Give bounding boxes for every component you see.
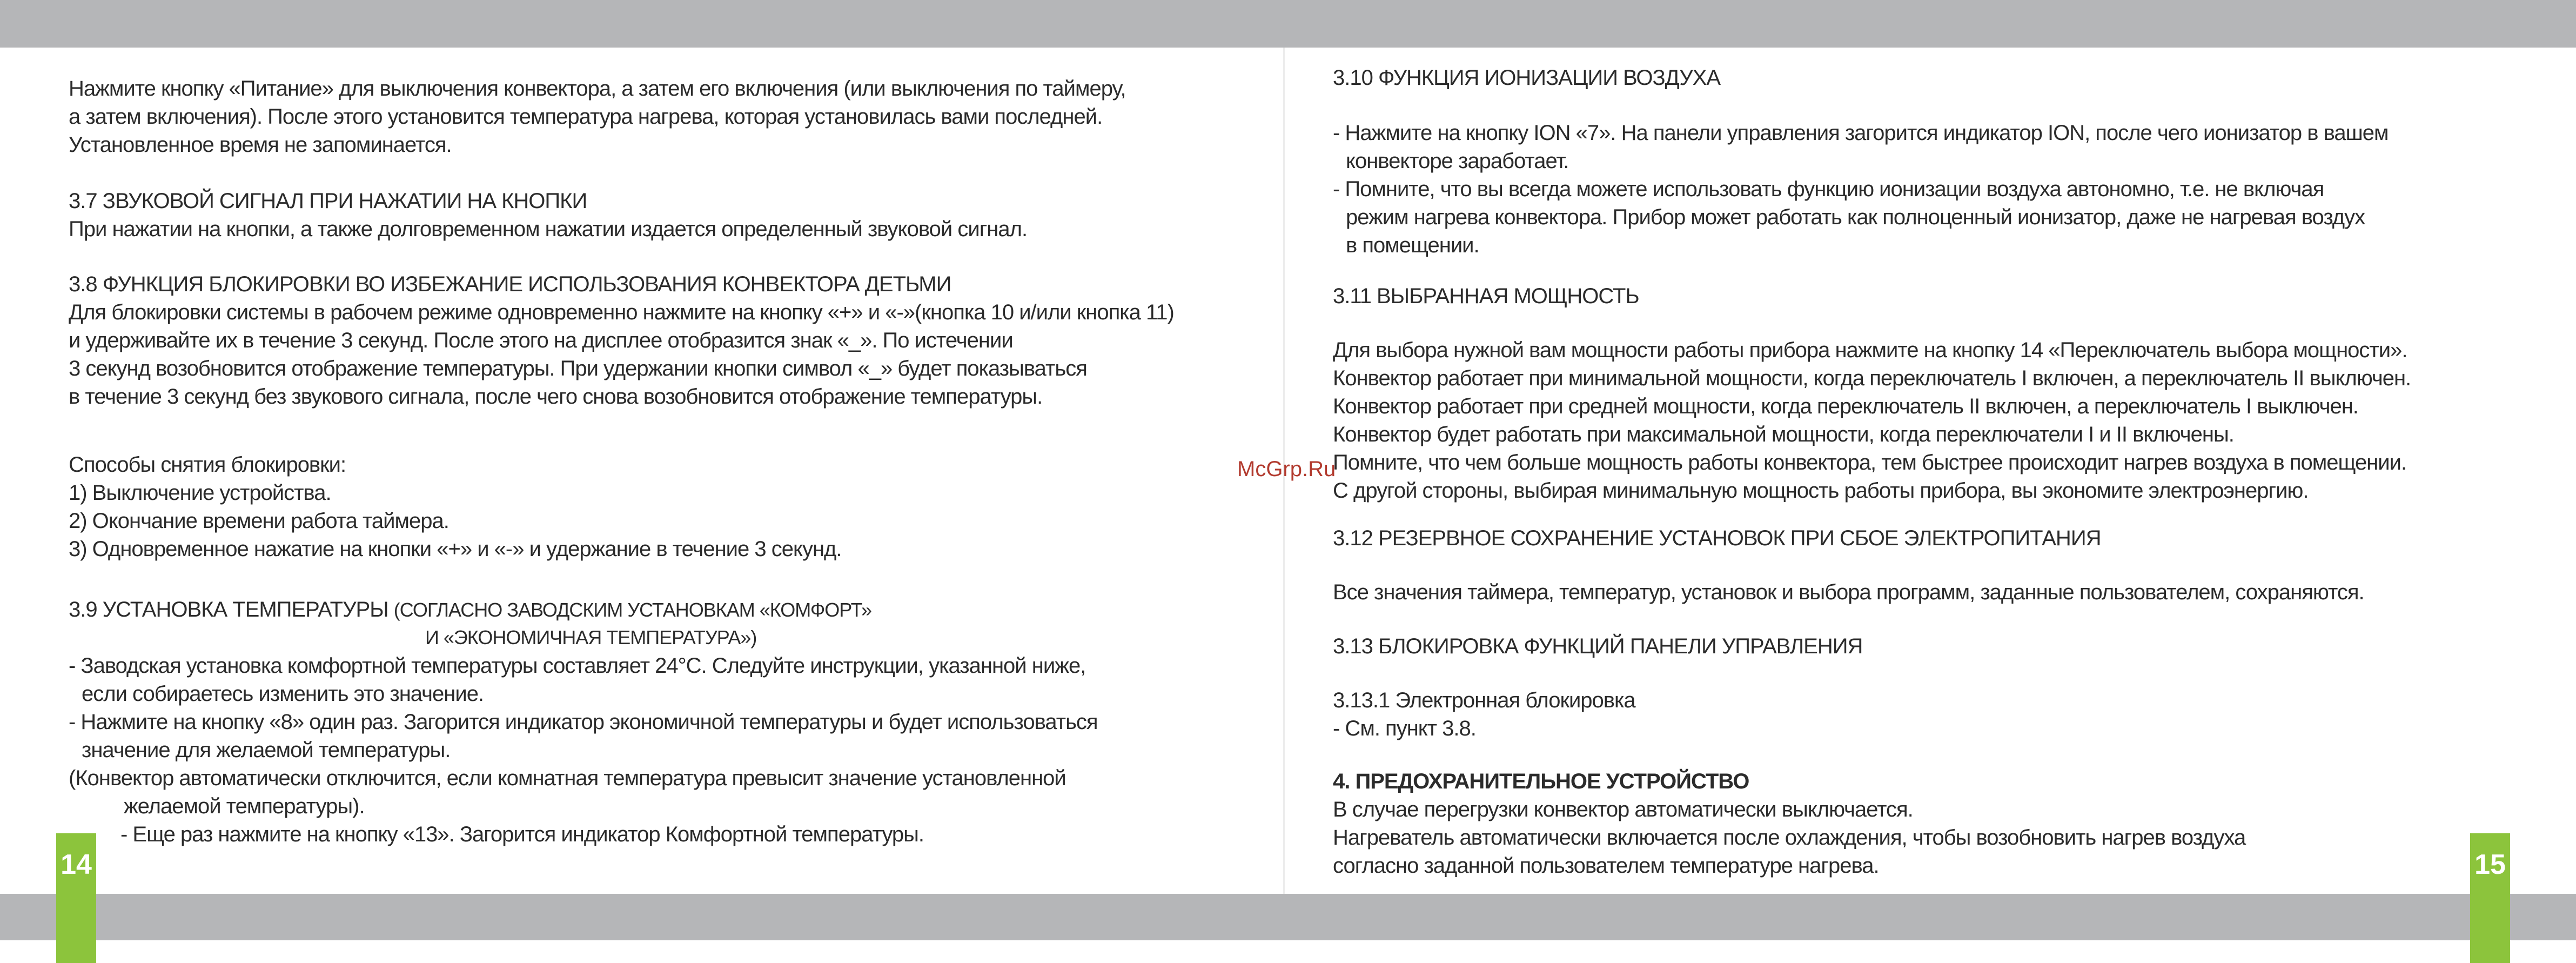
section-heading: 4. ПРЕДОХРАНИТЕЛЬНОЕ УСТРОЙСТВО <box>1333 770 1749 793</box>
unlock-methods <box>69 451 841 563</box>
section-4 <box>1333 767 2245 880</box>
unlock-item: 1) Выключение устройства. <box>69 481 331 505</box>
section-3-12 <box>1333 524 2364 606</box>
section-line: - Еще раз нажмите на кнопку «13». Загорится индикатор Комфортной температуры. <box>120 822 924 846</box>
section-line: конвекторе заработает. <box>1346 149 1569 173</box>
section-line: желаемой температуры). <box>124 794 365 818</box>
section-heading: 3.12 РЕЗЕРВНОЕ СОХРАНЕНИЕ УСТАНОВОК ПРИ СБОЕ ЭЛЕКТРОПИТАНИЯ <box>1333 526 2101 550</box>
section-line: и удерживайте их в течение 3 секунд. После этого на дисплее отобразится знак «_». По истечении <box>69 329 1013 352</box>
section-3-8 <box>69 270 1174 411</box>
section-line: значение для желаемой температуры. <box>82 738 451 762</box>
section-heading: 3.13 БЛОКИРОВКА ФУНКЦИЙ ПАНЕЛИ УПРАВЛЕНИЯ <box>1333 634 1863 658</box>
section-heading: 3.10 ФУНКЦИЯ ИОНИЗАЦИИ ВОЗДУХА <box>1333 66 1720 90</box>
section-line: При нажатии на кнопки, а также долговременном нажатии издается определенный звуковой сигнал. <box>69 217 1028 241</box>
section-3-7 <box>69 187 1027 243</box>
page-number-left: 14 <box>56 833 96 963</box>
section-heading: 3.8 ФУНКЦИЯ БЛОКИРОВКИ ВО ИЗБЕЖАНИЕ ИСПОЛЬЗОВАНИЯ КОНВЕКТОРА ДЕТЬМИ <box>69 272 951 296</box>
section-heading-main: 3.9 УСТАНОВКА ТЕМПЕРАТУРЫ <box>69 598 388 621</box>
section-line: Нагреватель автоматически включается после охлаждения, чтобы возобновить нагрев воздуха <box>1333 826 2246 850</box>
page-number-right: 15 <box>2470 833 2510 963</box>
section-line: в помещении. <box>1346 233 1479 257</box>
unlock-item: 2) Окончание времени работа таймера. <box>69 509 449 533</box>
section-line: если собираетесь изменить это значение. <box>82 682 484 706</box>
section-line: Конвектор будет работать при максимальной мощности, когда переключатели I и II включены. <box>1333 423 2234 446</box>
section-line: - Нажмите на кнопку ION «7». На панели управления загорится индикатор ION, после чего ионизатор в вашем <box>1333 121 2389 145</box>
section-line: Все значения таймера, температур, установок и выбора программ, заданные пользователем, сохраняются. <box>1333 580 2364 604</box>
intro-line: Установленное время не запоминается. <box>69 133 452 157</box>
unlock-item: 3) Одновременное нажатие на кнопки «+» и «-» и удержание в течение 3 секунд. <box>69 537 842 561</box>
bottom-gray-band <box>0 894 2576 940</box>
section-line: В случае перегрузки конвектор автоматически выключается. <box>1333 798 1913 821</box>
section-line: (Конвектор автоматически отключится, если комнатная температура превысит значение установленной <box>69 766 1066 790</box>
intro-paragraph <box>69 75 1126 159</box>
section-heading: 3.7 ЗВУКОВОЙ СИГНАЛ ПРИ НАЖАТИИ НА КНОПКИ <box>69 189 587 213</box>
section-line: - Помните, что вы всегда можете использовать функцию ионизации воздуха автономно, т.е. не включая <box>1333 177 2324 201</box>
section-line: Для выбора нужной вам мощности работы прибора нажмите на кнопку 14 «Переключатель выбора мощности». <box>1333 338 2407 362</box>
spacer <box>1333 92 2389 119</box>
section-3-10 <box>1333 64 2389 259</box>
section-3-11 <box>1333 282 2411 505</box>
intro-line: а затем включения). После этого установится температура нагрева, которая установилась вами последней. <box>69 105 1103 129</box>
section-line: режим нагрева конвектора. Прибор может работать как полноценный ионизатор, даже не нагревая воздух <box>1346 205 2365 229</box>
section-line: 3.13.1 Электронная блокировка <box>1333 688 1635 712</box>
unlock-title: Способы снятия блокировки: <box>69 453 346 477</box>
section-heading-note: И «ЭКОНОМИЧНАЯ ТЕМПЕРАТУРА») <box>425 626 757 648</box>
section-line: согласно заданной пользователем температуре нагрева. <box>1333 854 1879 878</box>
spacer <box>1333 660 1862 686</box>
section-3-13 <box>1333 632 1862 743</box>
section-line: Помните, что чем больше мощность работы конвектора, тем быстрее происходит нагрев воздуха в помещении. <box>1333 451 2407 474</box>
section-line: - Нажмите на кнопку «8» один раз. Загорится индикатор экономичной температуры и будет использоваться <box>69 710 1098 734</box>
section-3-9 <box>69 596 1098 848</box>
section-heading <box>69 596 1098 624</box>
section-line: Конвектор работает при средней мощности, когда переключатель II включен, а переключатель I выключен. <box>1333 394 2358 418</box>
top-gray-band <box>0 0 2576 48</box>
spacer <box>1333 310 2411 336</box>
section-line: С другой стороны, выбирая минимальную мощность работы прибора, вы экономите электроэнергию. <box>1333 479 2309 503</box>
section-heading-note: (СОГЛАСНО ЗАВОДСКИМ УСТАНОВКАМ «КОМФОРТ» <box>393 599 872 621</box>
section-heading: 3.11 ВЫБРАННАЯ МОЩНОСТЬ <box>1333 284 1639 308</box>
section-line: в течение 3 секунд без звукового сигнала, после чего снова возобновится отображение температуры. <box>69 385 1043 409</box>
watermark-text: McGrp.Ru <box>1237 457 1336 481</box>
section-line: - Заводская установка комфортной температуры составляет 24°C. Следуйте инструкции, указанной ниже, <box>69 654 1086 678</box>
spacer <box>1333 552 2364 578</box>
section-line: - См. пункт 3.8. <box>1333 717 1476 740</box>
section-line: 3 секунд возобновится отображение температуры. При удержании кнопки символ «_» будет показываться <box>69 357 1087 380</box>
intro-line: Нажмите кнопку «Питание» для выключения конвектора, а затем его включения (или выключения по таймеру, <box>69 77 1126 101</box>
section-line: Конвектор работает при минимальной мощности, когда переключатель I включен, а переключатель II выключен. <box>1333 366 2411 390</box>
section-line: Для блокировки системы в рабочем режиме одновременно нажмите на кнопку «+» и «-»(кнопка 10 и/или кнопка 11) <box>69 300 1174 324</box>
